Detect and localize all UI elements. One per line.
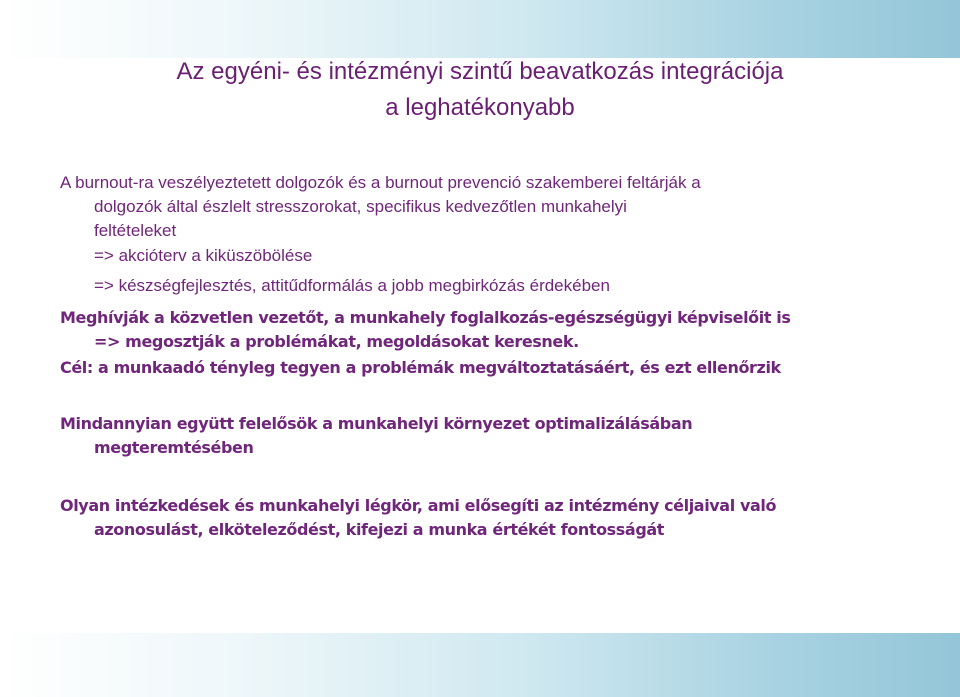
slide-title bbox=[60, 54, 900, 126]
paragraph-line: Meghívják a közvetlen vezetőt, a munkahely foglalkozás-egészségügyi képviselőit is bbox=[60, 308, 791, 327]
paragraph-line: A burnout-ra veszélyeztetett dolgozók és a burnout prevenció szakemberei feltárják a bbox=[60, 173, 701, 192]
title-line-1: Az egyéni- és intézményi szintű beavatkozás integrációja bbox=[176, 58, 784, 85]
paragraph-line: => készségfejlesztés, attitűdformálás a jobb megbirkózás érdekében bbox=[94, 276, 610, 295]
paragraph-line: Mindannyian együtt felelősök a munkahelyi környezet optimalizálásában bbox=[60, 414, 693, 433]
paragraph-line: => megosztják a problémákat, megoldásokat keresnek. bbox=[94, 332, 579, 351]
paragraph-line: megteremtésében bbox=[94, 438, 254, 457]
paragraph-goal bbox=[60, 356, 910, 380]
paragraph-measures-climate bbox=[60, 494, 910, 542]
paragraph-line: azonosulást, elköteleződést, kifejezi a munka értékét fontosságát bbox=[94, 520, 665, 539]
paragraph-invite-manager bbox=[60, 306, 910, 354]
paragraph-action-plan bbox=[60, 244, 910, 268]
bottom-decorative-band bbox=[0, 633, 960, 697]
paragraph-line: feltételeket bbox=[94, 221, 177, 240]
paragraph-skill-development bbox=[60, 274, 910, 298]
paragraph-line: dolgozók által észlelt stresszorokat, specifikus kedvezőtlen munkahelyi bbox=[94, 197, 627, 216]
paragraph-burnout-stressors bbox=[60, 171, 910, 243]
paragraph-line: => akcióterv a kiküszöbölése bbox=[94, 246, 313, 265]
paragraph-shared-responsibility bbox=[60, 412, 910, 460]
top-decorative-band bbox=[0, 0, 960, 58]
paragraph-line: Cél: a munkaadó tényleg tegyen a problémák megváltoztatásáért, és ezt ellenőrzik bbox=[60, 358, 781, 377]
title-line-2: a leghatékonyabb bbox=[385, 94, 575, 121]
paragraph-line: Olyan intézkedések és munkahelyi légkör, ami elősegíti az intézmény céljaival való bbox=[60, 496, 777, 515]
